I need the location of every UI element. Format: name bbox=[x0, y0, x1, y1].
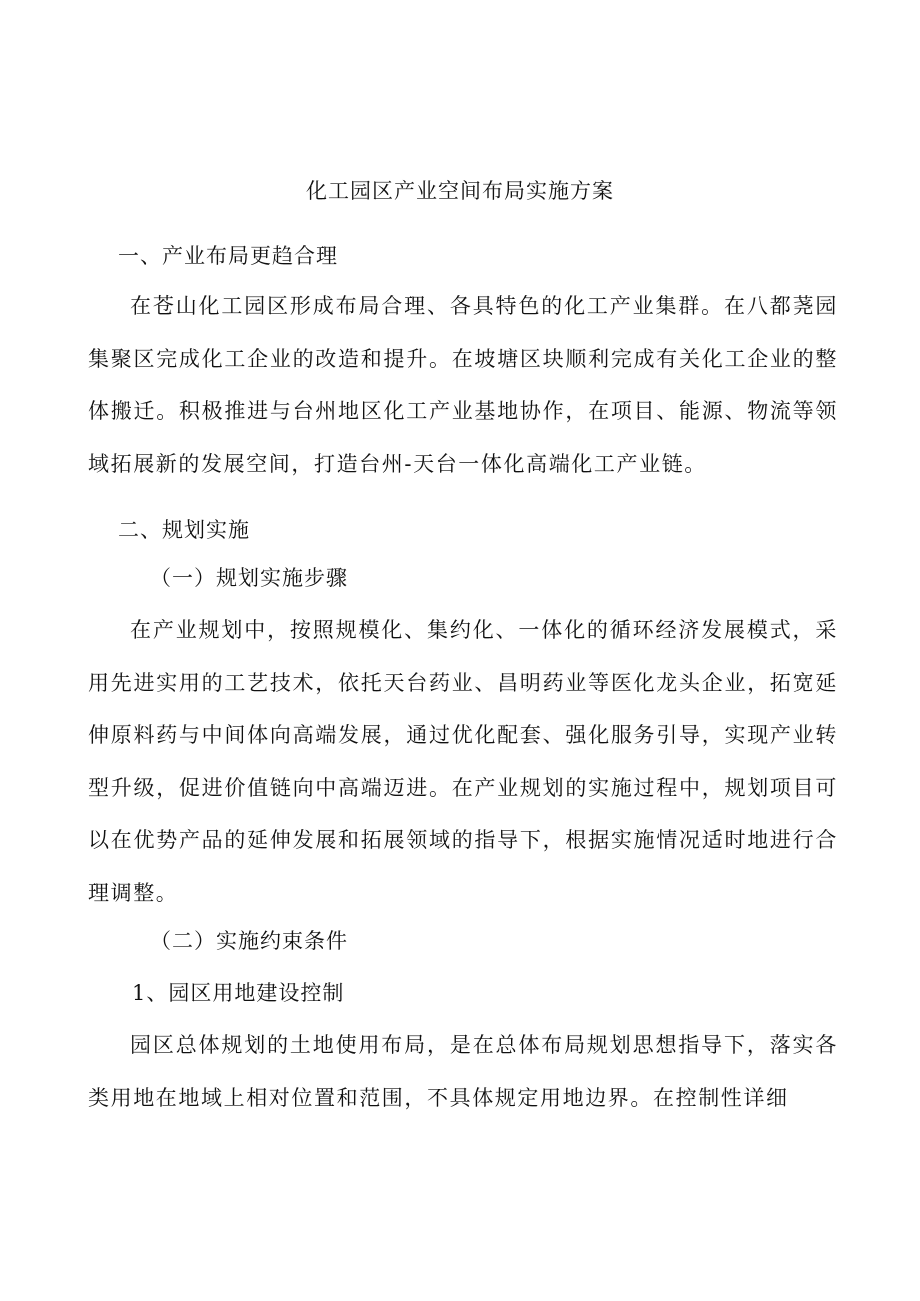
item-1-heading: 1、园区用地建设控制 bbox=[132, 981, 345, 1005]
section-2-heading: 二、规划实施 bbox=[118, 518, 250, 542]
subsection-2-heading: （二）实施约束条件 bbox=[150, 929, 348, 953]
item-1-paragraph: 园区总体规划的土地使用布局，是在总体布局规划思想指导下，落实各类用地在地域上相对位置和范围，不具体规定用地边界。在控制性详细 bbox=[88, 1033, 838, 1110]
document-title: 化工园区产业空间布局实施方案 bbox=[306, 179, 614, 203]
subsection-1-heading: （一）规划实施步骤 bbox=[150, 566, 348, 590]
section-1-heading: 一、产业布局更趋合理 bbox=[118, 244, 338, 268]
subsection-1-paragraph: 在产业规划中，按照规模化、集约化、一体化的循环经济发展模式，采用先进实用的工艺技术，依托天台药业、昌明药业等医化龙头企业，拓宽延伸原料药与中间体向高端发展，通过优化配套、强化服务引导，实现产业转型升级，促进价值链向中高端迈进。在产业规划的实施过程中，规划项目可以在优势产品的延伸发展和拓展领域的指导下，根据实施情况适时地进行合理调整。 bbox=[88, 618, 838, 905]
section-1-paragraph: 在苍山化工园区形成布局合理、各具特色的化工产业集群。在八都荛园集聚区完成化工企业的改造和提升。在坡塘区块顺利完成有关化工企业的整体搬迁。积极推进与台州地区化工产业基地协作，在项目、能源、物流等领域拓展新的发展空间，打造台州-天台一体化高端化工产业链。 bbox=[88, 294, 838, 476]
